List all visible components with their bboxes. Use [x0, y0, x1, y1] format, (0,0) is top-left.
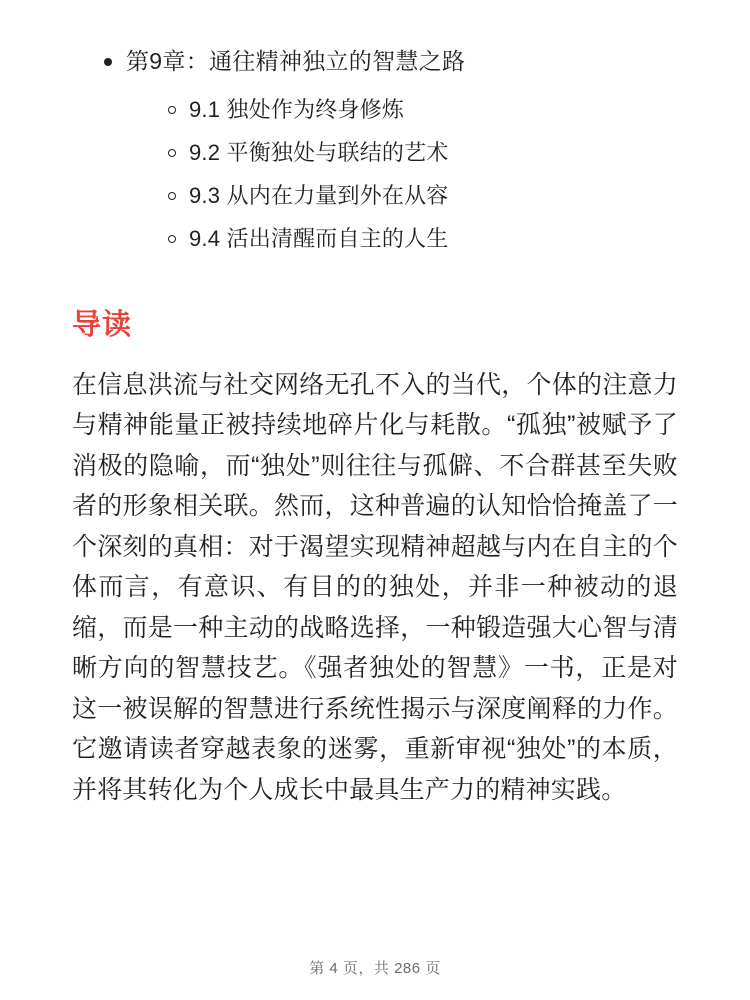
section-label: 9.3 从内在力量到外在从容	[189, 182, 449, 208]
outline-section-item-1	[168, 93, 678, 127]
chapter-section-list	[72, 93, 678, 256]
disc-bullet-icon	[104, 58, 112, 66]
circle-bullet-icon	[168, 106, 176, 114]
chapter-outline	[72, 44, 678, 79]
intro-paragraph: 在信息洪流与社交网络无孔不入的当代，个体的注意力与精神能量正被持续地碎片化与耗散。“孤独”被赋予了消极的隐喻，而“独处”则往往与孤僻、不合群甚至失败者的形象相关联。然而，这种普遍的认知恰恰掩盖了一个深刻的真相：对于渴望实现精神超越与内在自主的个体而言，有意识、有目的的独处，并非一种被动的退缩，而是一种主动的战略选择，一种锻造强大心智与清晰方向的智慧技艺。《强者独处的智慧》一书，正是对这一被误解的智慧进行系统性揭示与深度阐释的力作。它邀请读者穿越表象的迷雾，重新审视“独处”的本质，并将其转化为个人成长中最具生产力的精神实践。	[72, 370, 678, 804]
chapter-title: 第9章：通往精神独立的智慧之路	[126, 48, 466, 74]
circle-bullet-icon	[168, 235, 176, 243]
circle-bullet-icon	[168, 149, 176, 157]
page-footer: 第 4 页，共 286 页	[309, 960, 441, 977]
section-label: 9.2 平衡独处与联结的艺术	[189, 139, 449, 165]
section-label: 9.1 独处作为终身修炼	[189, 96, 405, 122]
circle-bullet-icon	[168, 192, 176, 200]
outline-section-item-3	[168, 179, 678, 213]
section-label: 9.4 活出清醒而自主的人生	[189, 225, 449, 251]
outline-section-item-4	[168, 222, 678, 256]
intro-heading: 导读	[72, 308, 133, 341]
outline-section-item-2	[168, 136, 678, 170]
outline-chapter-item	[104, 44, 678, 79]
